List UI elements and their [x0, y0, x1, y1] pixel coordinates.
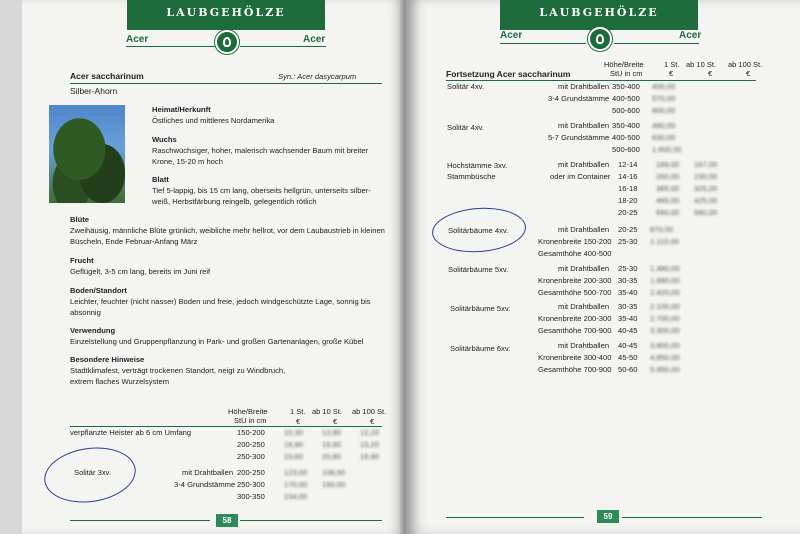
table-cell: 30-35 [618, 276, 638, 285]
table-cell: 18,90 [360, 452, 380, 461]
table-cell: 2.420,00 [650, 288, 680, 297]
leaf-logo-icon [588, 27, 612, 51]
table-cell: 15,30 [284, 428, 304, 437]
row-label: Solitärbäume 6xv. [450, 344, 511, 353]
title-rule [70, 83, 382, 84]
bluete-text-1: Zweihäusig, männliche Blüte grünlich, weibliche mehr hellrot, vor dem Laubaustrieb in kleinen [70, 226, 385, 235]
table-cell: 35-40 [618, 288, 638, 297]
row-label: Solitärbäume 4xv. [448, 226, 509, 235]
table-cell: 500-600 [612, 145, 640, 154]
table-cell: 800,00 [652, 106, 676, 115]
table-cell: 16,90 [284, 440, 304, 449]
tree-photo [49, 105, 125, 203]
blatt-text-2: weiß, Herbstfärbung reingelb, gelegentlich rötlich [152, 197, 317, 206]
table-cell: 1.600,00 [652, 145, 682, 154]
left-banner: LAUBGEHÖLZE [127, 0, 325, 30]
table-cell: 40-45 [618, 341, 638, 350]
table-cell: 30-35 [618, 302, 638, 311]
table-cell: 480,00 [652, 121, 676, 130]
left-footer-rule-l [70, 520, 210, 521]
table-cell: 15,20 [360, 440, 380, 449]
continuation-title: Fortsetzung Acer saccharinum [446, 69, 571, 79]
left-hdr-c3: ab 100 St. [352, 407, 387, 416]
row-sub: Gesamthöhe 700-900 [538, 365, 612, 374]
table-cell: 400-500 [612, 133, 640, 142]
table-cell: 5.950,00 [650, 365, 680, 374]
right-header-rule-r [614, 43, 699, 44]
heimat-heading: Heimat/Herkunft [152, 105, 211, 114]
right-genus-left: Acer [500, 30, 523, 41]
right-footer-rule-l [446, 517, 584, 518]
table-cell: 1.110,00 [650, 237, 679, 246]
frucht-heading: Frucht [70, 256, 94, 265]
left-hdr-cur3: € [370, 417, 375, 426]
row-sub: Kronenbreite 200-300 [538, 314, 612, 323]
row-sub: Gesamthöhe 500-700 [538, 288, 612, 297]
table-cell: 234,00 [284, 492, 308, 501]
table-cell: 45-50 [618, 353, 638, 362]
leaf-logo-icon [215, 30, 239, 54]
species-title: Acer saccharinum [70, 71, 144, 81]
right-hdr-c3: ab 100 St. [728, 60, 763, 69]
table-cell: 14-16 [618, 172, 638, 181]
row-sub: mit Drahtballen [558, 160, 610, 169]
row-sub: mit Drahtballen [558, 82, 610, 91]
row-sub: mit Drahtballen [558, 225, 610, 234]
row-label: Solitär 4xv. [447, 82, 484, 91]
left-page-number: 58 [216, 514, 238, 527]
left-table-rule [70, 426, 382, 427]
group2-sub1: mit Drahtballen [182, 468, 234, 477]
left-header-rule-l [126, 46, 216, 47]
row-sub: 3-4 Grundstämme [548, 94, 610, 103]
wuchs-heading: Wuchs [152, 135, 177, 144]
right-hdr-cur1: € [669, 69, 674, 78]
table-cell: 425,00 [694, 196, 718, 205]
row-sub: oder im Container [550, 172, 611, 181]
table-cell: 400-500 [612, 94, 640, 103]
table-cell: 570,00 [652, 94, 676, 103]
row-sub: Gesamthöhe 700-900 [538, 326, 612, 335]
table-cell: 250-300 [237, 480, 265, 489]
left-hdr-size2: StU in cm [234, 416, 267, 425]
table-cell: 365,00 [656, 184, 680, 193]
row-label-2: Stammbüsche [447, 172, 496, 181]
wuchs-text-2: Krone, 15-20 m hoch [152, 157, 223, 166]
row-label: Solitärbäume 5xv. [450, 304, 511, 313]
right-hdr-c1: 1 St. [664, 60, 680, 69]
table-cell: 13,90 [322, 428, 342, 437]
boden-heading: Boden/Standort [70, 286, 127, 295]
bluete-heading: Blüte [70, 215, 89, 224]
table-cell: 580,00 [694, 208, 718, 217]
table-cell: 20,80 [322, 452, 342, 461]
left-hdr-cur1: € [296, 417, 301, 426]
table-cell: 170,00 [284, 480, 308, 489]
table-cell: 630,00 [652, 133, 676, 142]
table-cell: 23,60 [284, 452, 304, 461]
table-cell: 1.480,00 [650, 264, 680, 273]
right-hdr-cur3: € [746, 69, 751, 78]
right-banner: LAUBGEHÖLZE [500, 0, 698, 30]
verwendung-heading: Verwendung [70, 326, 116, 335]
row-sub: Kronenbreite 150-200 [538, 237, 612, 246]
table-cell: 4.850,00 [650, 353, 680, 362]
table-cell: 3.300,00 [650, 326, 680, 335]
table-cell: 870,00 [650, 225, 674, 234]
table-cell: 3.800,00 [650, 341, 680, 350]
table-cell: 465,00 [656, 196, 680, 205]
left-hdr-cur2: € [333, 417, 338, 426]
table-cell: 40-45 [618, 326, 638, 335]
table-cell: 2.100,00 [650, 302, 680, 311]
row-label: Solitär 4xv. [447, 123, 484, 132]
row-sub: Kronenbreite 300-400 [538, 353, 612, 362]
group1-label: verpflanzte Heister ab 6 cm Umfang [70, 428, 192, 437]
table-cell: 200-250 [237, 468, 265, 477]
row-label: Solitärbäume 5xv. [448, 265, 509, 274]
right-genus-right: Acer [679, 30, 702, 41]
table-cell: 260,00 [656, 172, 680, 181]
left-hdr-size: Höhe/Breite [228, 407, 268, 416]
table-cell: 25-30 [618, 264, 638, 273]
row-sub: 5-7 Grundstämme [548, 133, 610, 142]
boden-text-2: absonnig [70, 308, 101, 317]
table-cell: 230,00 [694, 172, 718, 181]
common-name: Silber-Ahorn [70, 86, 118, 96]
right-hdr-size: Höhe/Breite [604, 60, 644, 69]
right-hdr-cur2: € [708, 69, 713, 78]
frucht-text: Geflügelt, 3-5 cm lang, bereits im Juni reif [70, 267, 211, 276]
table-cell: 123,00 [284, 468, 308, 477]
table-cell: 350-400 [612, 82, 640, 91]
table-cell: 20-25 [618, 208, 638, 217]
table-cell: 12-14 [618, 160, 638, 169]
table-cell: 189,00 [656, 160, 680, 169]
hinweise-text-2: extrem flaches Wurzelsystem [70, 377, 170, 386]
species-synonym: Syn.: Acer dasycarpum [278, 72, 357, 81]
hinweise-text-1: Stadtklimafest, verträgt trockenen Standort, neigt zu Windbruch, [70, 366, 286, 375]
group2-label: Solitär 3xv. [74, 468, 111, 477]
verwendung-text: Einzelstellung und Gruppenpflanzung in Park- und großen Gartenanlagen, große Kübel [70, 337, 364, 346]
table-cell: 1.890,00 [650, 276, 680, 285]
right-footer-rule-r [622, 517, 762, 518]
left-genus-left: Acer [126, 34, 149, 45]
bluete-text-2: Büscheln, Ende Februar-Anfang März [70, 237, 198, 246]
hinweise-heading: Besondere Hinweise [70, 355, 145, 364]
table-cell: 500-600 [612, 106, 640, 115]
blatt-heading: Blatt [152, 175, 169, 184]
table-cell: 20-25 [618, 225, 638, 234]
left-hdr-c1: 1 St. [290, 407, 306, 416]
row-sub: mit Drahtballen [558, 121, 610, 130]
table-cell: 400,00 [652, 82, 676, 91]
table-cell: 350-400 [612, 121, 640, 130]
table-cell: 150-200 [237, 428, 265, 437]
group2-sub2: 3-4 Grundstämme [174, 480, 236, 489]
table-cell: 35-40 [618, 314, 638, 323]
left-genus-right: Acer [303, 34, 326, 45]
table-cell: 108,50 [322, 468, 346, 477]
table-cell: 167,00 [694, 160, 718, 169]
left-footer-rule-r [240, 520, 382, 521]
row-sub: mit Drahtballen [558, 302, 610, 311]
row-sub: Kronenbreite 200-300 [538, 276, 612, 285]
table-cell: 250-300 [237, 452, 265, 461]
table-cell: 150,00 [322, 480, 346, 489]
right-header-rule-l [500, 43, 586, 44]
row-sub: mit Drahtballen [558, 264, 610, 273]
right-title-rule [446, 80, 756, 81]
table-cell: 660,00 [656, 208, 680, 217]
heimat-text: Östliches und mittleres Nordamerika [152, 116, 275, 125]
left-hdr-c2: ab 10 St. [312, 407, 343, 416]
boden-text-1: Leichter, feuchter (nicht nasser) Boden und freie, jedoch windgeschützte Lage, sonnig bis [70, 297, 371, 306]
wuchs-text-1: Raschwüchsiger, hoher, malerisch wachsender Baum mit breiter [152, 146, 369, 155]
table-cell: 50-60 [618, 365, 638, 374]
table-cell: 16-18 [618, 184, 638, 193]
blatt-text-1: Tief 5-lappig, bis 15 cm lang, oberseits hellgrün, unterseits silber- [152, 186, 371, 195]
right-hdr-size2: StU in cm [610, 69, 643, 78]
table-cell: 325,00 [694, 184, 718, 193]
table-cell: 2.700,00 [650, 314, 680, 323]
table-cell: 300-350 [237, 492, 265, 501]
table-cell: 200-250 [237, 440, 265, 449]
row-label: Hochstämme 3xv. [447, 161, 508, 170]
table-cell: 18-20 [618, 196, 638, 205]
row-sub: Gesamthöhe 400-500 [538, 249, 612, 258]
table-cell: 25-30 [618, 237, 638, 246]
right-hdr-c2: ab 10 St. [686, 60, 717, 69]
table-cell: 15,90 [322, 440, 342, 449]
right-page-number: 59 [597, 510, 619, 523]
table-cell: 12,20 [360, 428, 380, 437]
row-sub: mit Drahtballen [558, 341, 610, 350]
left-header-rule-r [240, 46, 326, 47]
